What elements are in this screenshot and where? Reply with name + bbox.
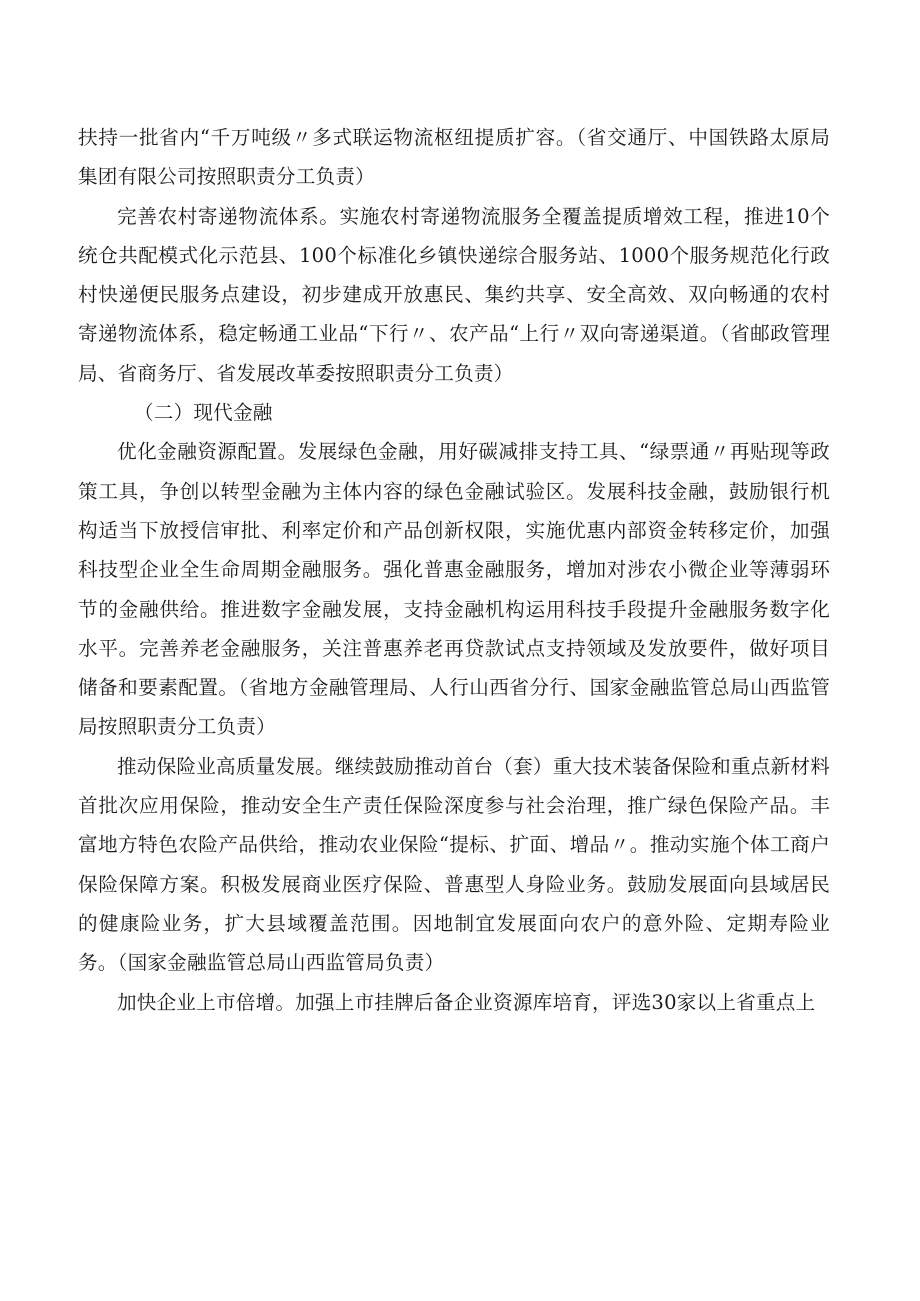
paragraph-rural-delivery: 完善农村寄递物流体系。实施农村寄递物流服务全覆盖提质增效工程，推进10个统仓共配模式化示范县、100个标准化乡镇快递综合服务站、1000个服务规范化行政村快递便民服务点建设，初步建成开放惠民、集约共享、安全高效、双向畅通的农村寄递物流体系，稳定畅通工业品“下行〃、农产品“上行〃双向寄递渠道。（省邮政管理局、省商务厅、省发展改革委按照职责分工负责） — [78, 204, 830, 385]
paragraph-insurance: 推动保险业高质量发展。继续鼓励推动首台（套）重大技术装备保险和重点新材料首批次应用保险，推动安全生产责任保险深度参与社会治理，推广绿色保险产品。丰富地方特色农险产品供给，推动农业保险“提标、扩面、增品〃。推动实施个体工商户保险保障方案。积极发展商业医疗保险、普惠型人身险业务。鼓励发展面向县域居民的健康险业务，扩大县域覆盖范围。因地制宜发展面向农户的意外险、定期寿险业务。（国家金融监管总局山西监管局负责） — [78, 754, 830, 975]
paragraph-logistics-hub: 扶持一批省内“千万吨级〃多式联运物流枢纽提质扩容。（省交通厅、中国铁路太原局集团有限公司按照职责分工负责） — [78, 126, 830, 189]
paragraph-listing: 加快企业上市倍增。加强上市挂牌后备企业资源库培育，评选30家以上省重点上 — [117, 990, 816, 1014]
section-heading-modern-finance: （二）现代金融 — [134, 401, 273, 425]
paragraph-finance-allocation: 优化金融资源配置。发展绿色金融，用好碳减排支持工具、“绿票通〃再贴现等政策工具，争创以转型金融为主体内容的绿色金融试验区。发展科技金融，鼓励银行机构适当下放授信审批、利率定价和产品创新权限，实施优惠内部资金转移定价，加强科技型企业全生命周期金融服务。强化普惠金融服务，增加对涉农小微企业等薄弱环节的金融供给。推进数字金融发展，支持金融机构运用科技手段提升金融服务数字化水平。完善养老金融服务，关注普惠养老再贷款试点支持领域及发放要件，做好项目储备和要素配置。（省地方金融管理局、人行山西省分行、国家金融监管总局山西监管局按照职责分工负责） — [78, 440, 830, 739]
